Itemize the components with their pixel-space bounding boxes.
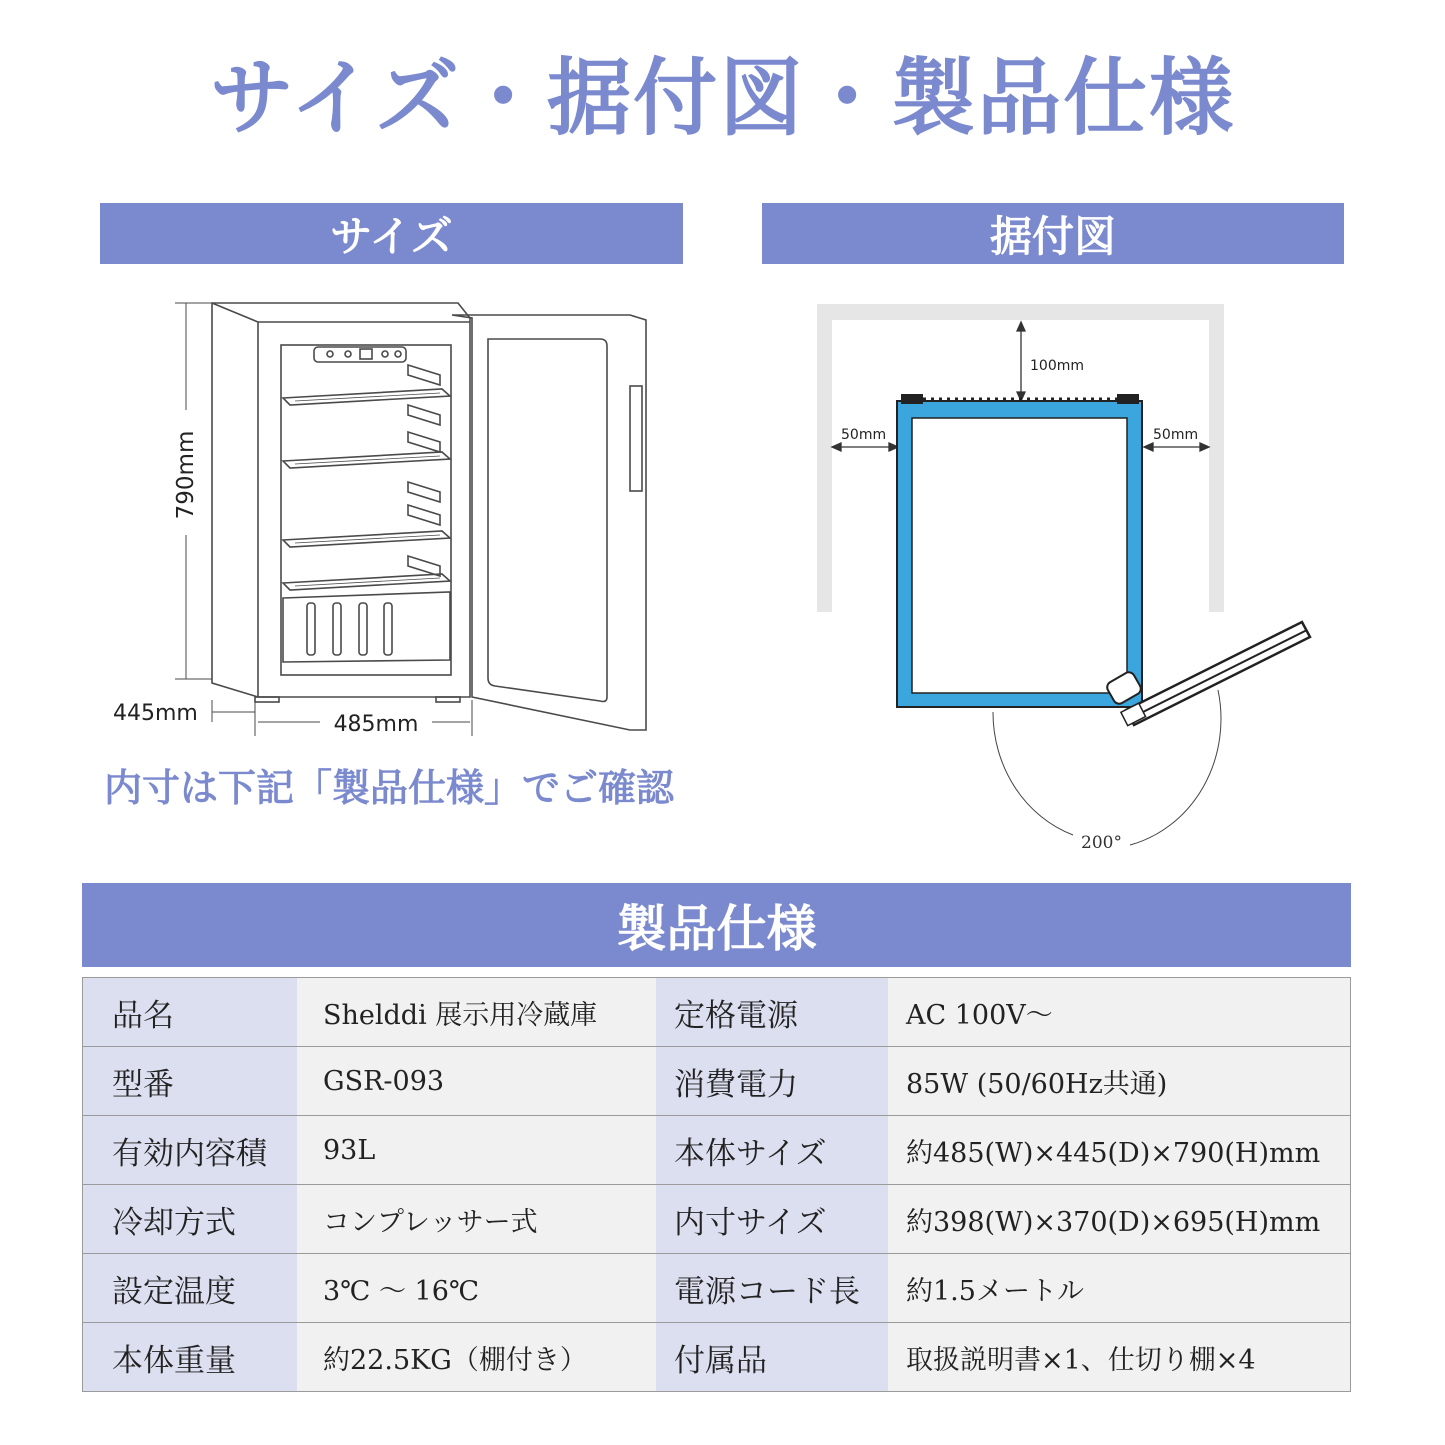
install-section-header: 据付図 (762, 203, 1344, 264)
table-row (82, 978, 1351, 1047)
spec-value: GSR-093 (297, 1047, 656, 1116)
size-section-header: サイズ (100, 203, 683, 264)
installation-drawing (817, 304, 1310, 845)
table-row (82, 1185, 1351, 1254)
width-dimension: 485mm (333, 712, 419, 737)
fridge-size-drawing (175, 303, 646, 736)
spec-key: 本体サイズ (656, 1116, 888, 1185)
inner-size-note: 内寸は下記「製品仕様」でご確認 (104, 766, 675, 810)
spec-key: 有効内容積 (82, 1116, 297, 1185)
door-angle-label: 200° (1081, 833, 1122, 853)
page-title: サイズ・据付図・製品仕様 (209, 49, 1236, 147)
spec-key: 定格電源 (656, 978, 888, 1047)
spec-value: 約1.5メートル (888, 1254, 1351, 1323)
spec-section-header: 製品仕様 (82, 883, 1351, 967)
spec-value: 約22.5KG（棚付き） (297, 1323, 656, 1392)
spec-value: コンプレッサー式 (297, 1185, 656, 1254)
spec-value: 約398(W)×370(D)×695(H)mm (888, 1185, 1351, 1254)
left-clearance-label: 50mm (841, 427, 887, 443)
table-row (82, 1116, 1351, 1185)
spec-value: 85W (50/60Hz共通) (888, 1047, 1351, 1116)
spec-table (82, 977, 1351, 1392)
spec-key: 内寸サイズ (656, 1185, 888, 1254)
spec-value: AC 100V～ (888, 978, 1351, 1047)
spec-key: 冷却方式 (82, 1185, 297, 1254)
right-clearance-label: 50mm (1153, 427, 1199, 443)
spec-value: 3℃ ～ 16℃ (297, 1254, 656, 1323)
spec-value: Shelddi 展示用冷蔵庫 (297, 978, 656, 1047)
table-row (82, 1254, 1351, 1323)
spec-key: 設定温度 (82, 1254, 297, 1323)
spec-value: 取扱説明書×1、仕切り棚×4 (888, 1323, 1351, 1392)
spec-value: 93L (297, 1116, 656, 1185)
table-row (82, 1323, 1351, 1392)
depth-dimension: 445mm (113, 701, 198, 726)
spec-key: 電源コード長 (656, 1254, 888, 1323)
table-row (82, 1047, 1351, 1116)
spec-value: 約485(W)×445(D)×790(H)mm (888, 1116, 1351, 1185)
height-dimension: 790mm (173, 430, 199, 520)
spec-key: 付属品 (656, 1323, 888, 1392)
spec-key: 型番 (82, 1047, 297, 1116)
spec-key: 品名 (82, 978, 297, 1047)
spec-key: 本体重量 (82, 1323, 297, 1392)
top-clearance-label: 100mm (1030, 358, 1084, 374)
spec-key: 消費電力 (656, 1047, 888, 1116)
